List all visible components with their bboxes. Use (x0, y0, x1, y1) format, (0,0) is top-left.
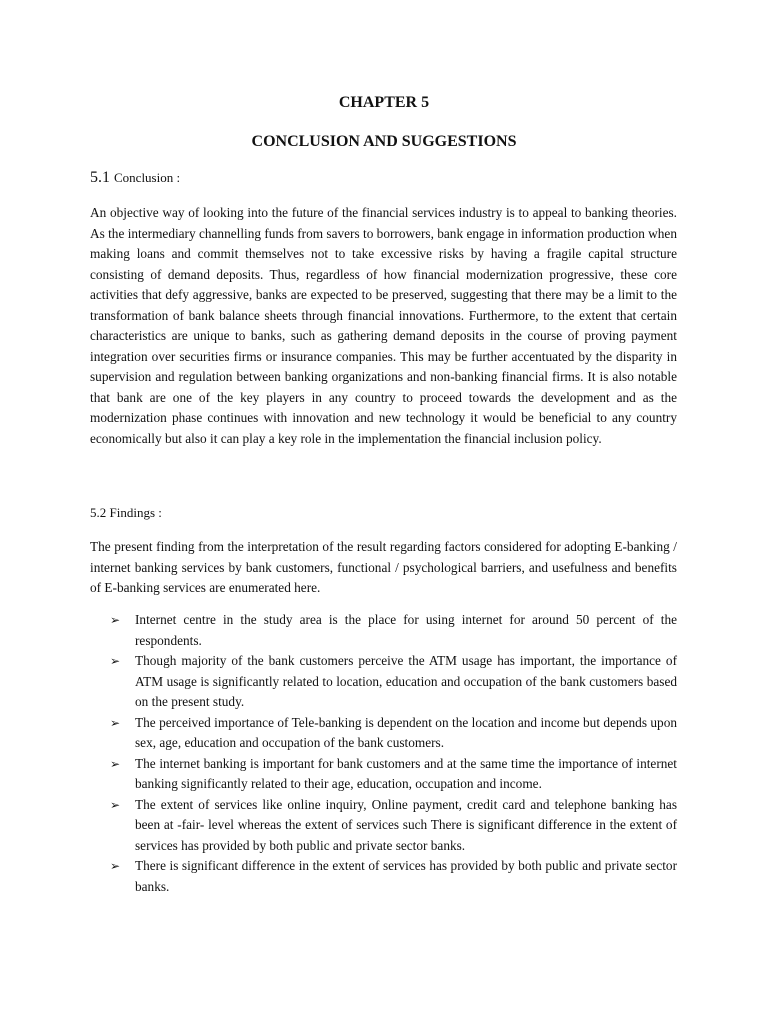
chapter-heading: CHAPTER 5 (338, 94, 430, 111)
list-item-text: Though majority of the bank customers perceive the ATM usage has important, the importance of ATM usage is significantly related to location, education and occupation of the bank customers based on the present study. (135, 653, 677, 709)
list-item-text: Internet centre in the study area is the place for using internet for around 50 percent of the respondents. (135, 612, 677, 648)
arrow-bullet-icon: ➢ (110, 797, 121, 812)
list-item (90, 795, 677, 857)
section-heading-findings: 5.2 Findings : (90, 505, 162, 520)
arrow-bullet-icon: ➢ (110, 756, 121, 771)
arrow-bullet-icon: ➢ (110, 715, 121, 730)
list-item-text: The internet banking is important for bank customers and at the same time the importance of internet banking significantly related to their age, education, occupation and income. (135, 755, 677, 791)
list-item (90, 651, 677, 713)
section-label: Conclusion : (114, 170, 181, 185)
findings-intro-paragraph: The present finding from the interpretation of the result regarding factors considered for adopting E-banking / internet banking services by bank customers, functional / psychological barriers, and usefulness and benefits of E-banking services are enumerated here. (90, 539, 677, 595)
list-item (90, 610, 677, 651)
section-number: 5.1 (90, 169, 110, 186)
list-item-text: There is significant difference in the extent of services has provided by both public and private sector banks. (135, 858, 677, 894)
findings-list (90, 610, 677, 897)
list-item (90, 856, 677, 897)
arrow-bullet-icon: ➢ (110, 613, 121, 627)
list-item (90, 713, 677, 754)
conclusion-paragraph: An objective way of looking into the future of the financial services industry is to appeal to banking theories. As the intermediary channelling funds from savers to borrowers, bank engage in information production when making loans and commit themselves not to take excessive risks by having a fragile capital structure consisting of demand deposits. Thus, regardless of how financial modernization progressive, these core activities that defy aggressive, banks are expected to be preserved, suggesting that there may be a limit to the transformation of bank balance sheets through financial innovations. Furthermore, to the extent that certain characteristics are unique to banks, such as gathering demand deposits in the course of proving payment integration over securities firms or insurance companies. This may be further accentuated by the disparity in supervision and regulation between banking organizations and non-banking financial firms. It is also notable that bank are one of the key players in any country to proceed towards the development and as the modernization phase continues with innovation and new technology it would be beneficial to any country economically but also it can play a key role in the implementation the financial inclusion policy. (90, 205, 677, 446)
list-item (90, 754, 677, 795)
list-item-text: The extent of services like online inquiry, Online payment, credit card and telephone banking has been at -fair- level whereas the extent of services such There is significant difference in the extent of services has provided by both public and private sector banks. (135, 796, 677, 853)
section-heading-conclusion (90, 168, 180, 188)
list-item-text: The perceived importance of Tele-banking is dependent on the location and income but depends upon sex, age, education and occupation of the bank customers. (135, 714, 677, 750)
arrow-bullet-icon: ➢ (110, 859, 121, 873)
chapter-title: CONCLUSION AND SUGGESTIONS (251, 133, 517, 150)
arrow-bullet-icon: ➢ (110, 654, 121, 668)
